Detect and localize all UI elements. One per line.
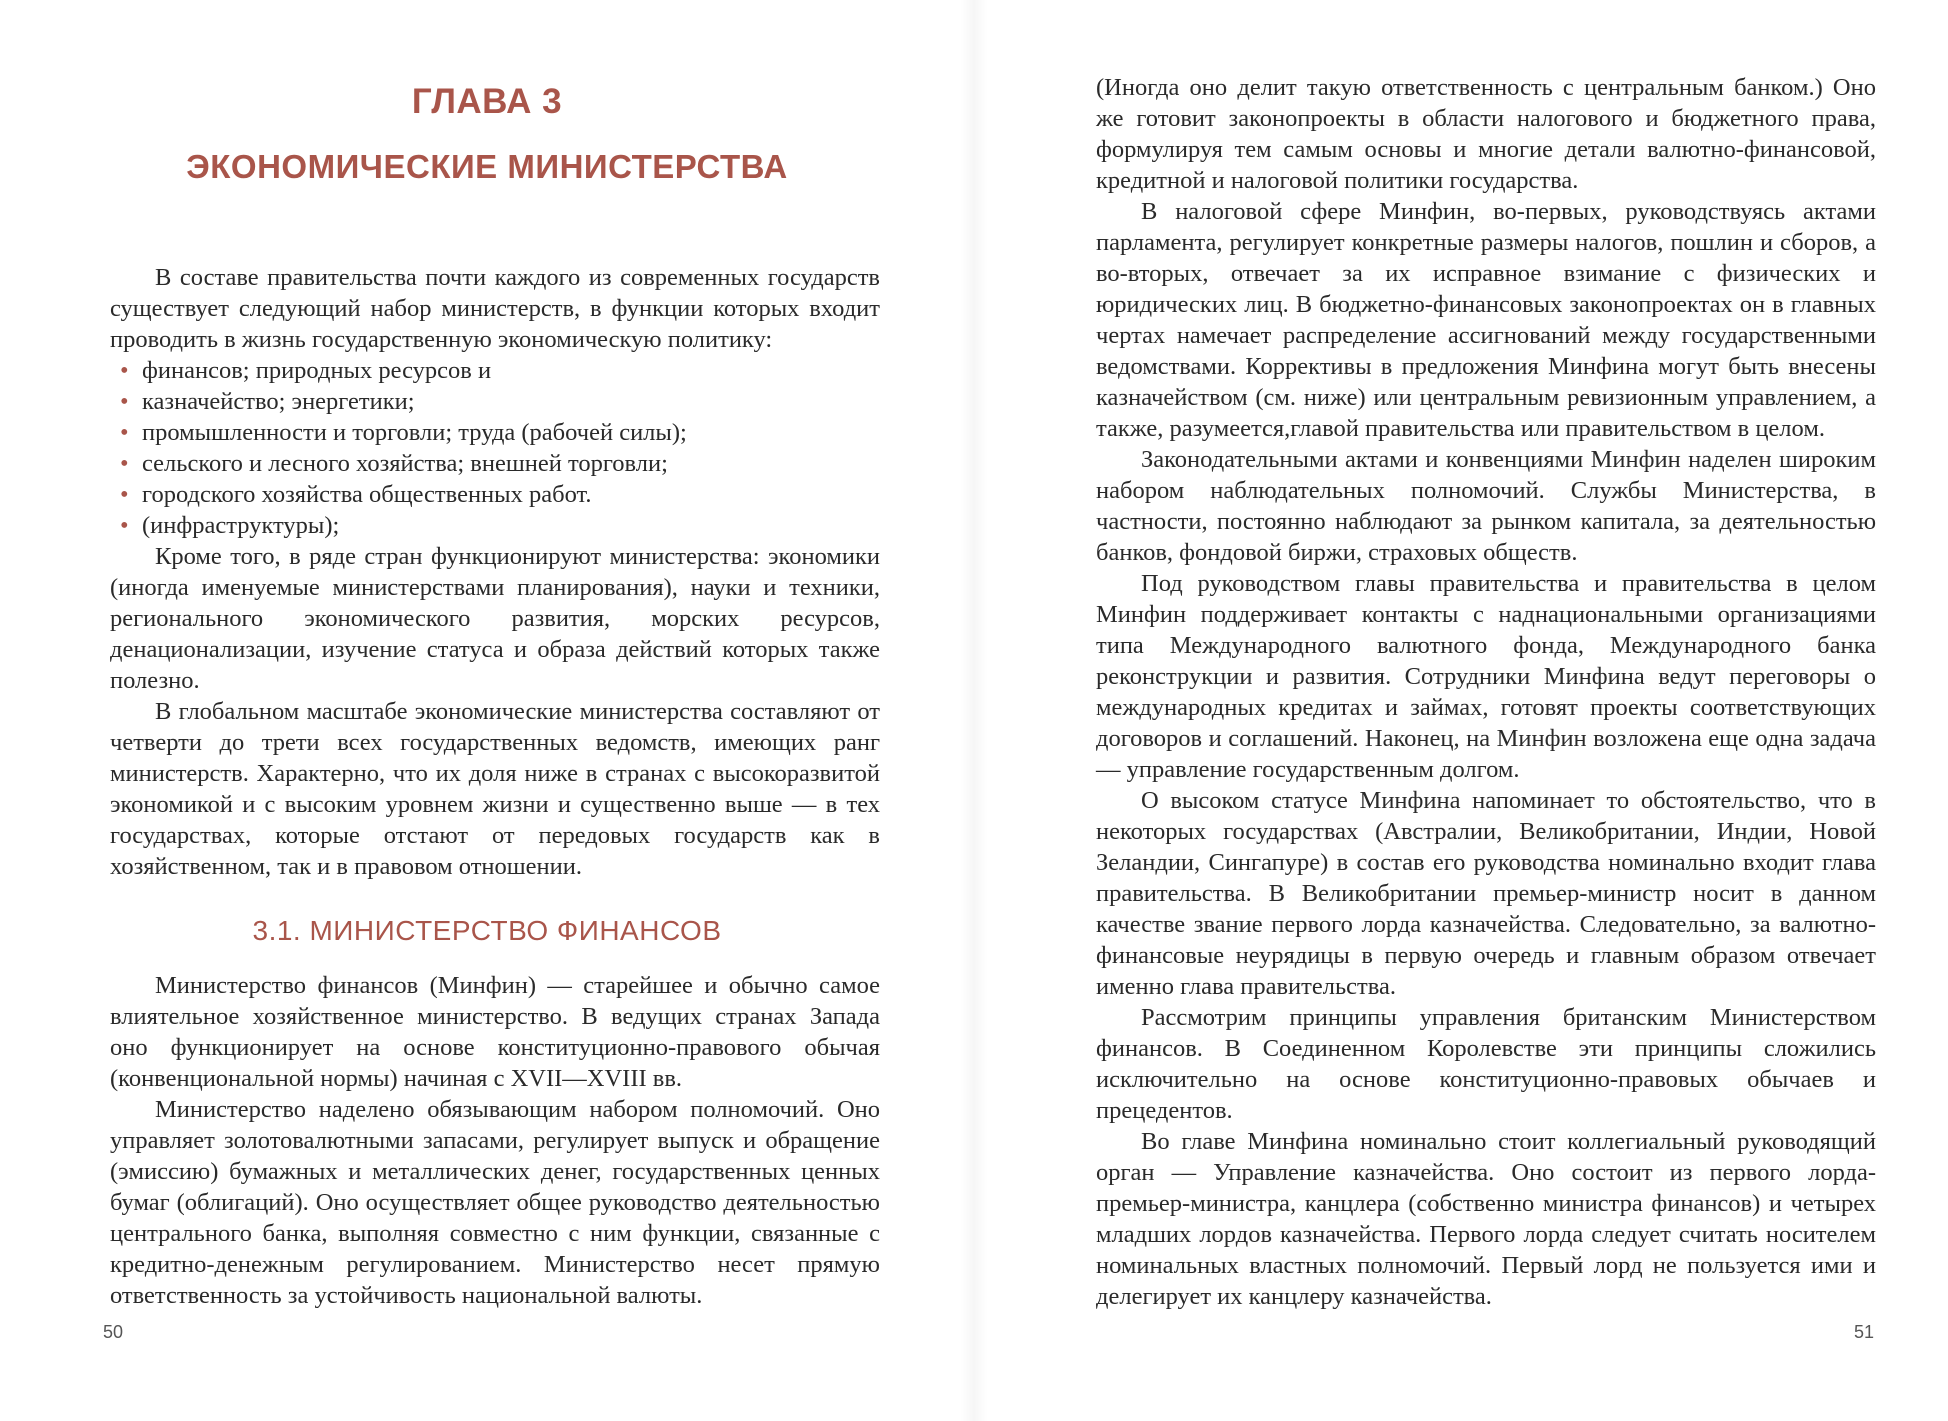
list-item: • казначейство; энергетики; (142, 386, 880, 417)
treasury-paragraph: Во главе Минфина номинально стоит коллегиальный руководящий орган — Управление казначейства. Оно состоит из первого лорда-премьер-министра, канцлера (собственно министра финансов) и четырех младших лордов казначейства. Первого лорда следует считать носителем номинальных властных полномочий. Первый лорд не пользуется ими и делегирует их канцлеру казначейства. (1096, 1128, 1876, 1310)
left-text-column (110, 262, 880, 882)
chapter-title: ЭКОНОМИЧЕСКИЕ МИНИСТЕРСТВА (186, 148, 788, 185)
legislative-paragraph: Законодательными актами и конвенциями Минфин наделен широким набором наблюдательных полномочий. Службы Министерства, в частности, постоянно наблюдают за рынком капитала, за деятельностью банков, фондовой биржи, страховых обществ. (1096, 446, 1876, 566)
intro-paragraph: В составе правительства почти каждого из современных государств существует следующий набор министерств, в функции которых входит проводить в жизнь государственную экономическую политику: (110, 264, 880, 353)
ministries-list (110, 355, 880, 541)
list-item: • (инфраструктуры); (142, 510, 880, 541)
list-item: • финансов; природных ресурсов и (142, 355, 880, 386)
other-ministries-paragraph: Кроме того, в ряде стран функционируют министерства: экономики (иногда именуемые министерствами планирования), науки и техники, регионального экономического развития, морских ресурсов, денационализации, изучение статуса и образа действий которых также полезно. (110, 543, 880, 694)
page-number-left: 50 (103, 1322, 124, 1342)
powers-paragraph: Министерство наделено обязывающим набором полномочий. Оно управляет золотовалютными запасами, регулирует выпуск и обращение (эмиссию) бумажных и металлических денег, государственных ценных бумаг (облигаций). Оно осуществляет общее руководство деятельностью центрального банка, выполняя совместно с ним функции, связанные с кредитно-денежным регулированием. Министерство несет прямую ответственность за устойчивость национальной валюты. (110, 1096, 880, 1309)
list-item: • промышленности и торговли; труда (рабочей силы); (142, 417, 880, 448)
british-paragraph: Рассмотрим принципы управления британским Министерством финансов. В Соединенном Королевстве эти принципы сложились исключительно на основе конституционно-правовых обычаев и прецедентов. (1096, 1004, 1876, 1124)
tax-paragraph: В налоговой сфере Минфин, во-первых, руководствуясь актами парламента, регулирует конкретные размеры налогов, пошлин и сборов, а во-вторых, отвечает за их исправное взимание с физических и юридических лиц. В бюджетно-финансовых законопроектах он в главных чертах намечает распределение ассигнований между государственными ведомствами. Коррективы в предложения Минфина могут быть внесены казначейством (см. ниже) или центральным ревизионным управлением, а также, разумеется,главой правительства или правительством в целом. (1096, 198, 1876, 442)
page-number-right: 51 (1854, 1322, 1875, 1342)
international-paragraph: Под руководством главы правительства и правительства в целом Минфин поддерживает контакты с наднациональными организациями типа Международного валютного фонда, Международного банка реконструкции и развития. Сотрудники Минфина ведут переговоры о международных кредитах и займах, готовят проекты соответствующих договоров и соглашений. Наконец, на Минфин возложена еще одна задача — управление государственным долгом. (1096, 570, 1876, 783)
section-title: 3.1. МИНИСТЕРСТВО ФИНАНСОВ (252, 915, 722, 946)
status-paragraph: О высоком статусе Минфина напоминает то обстоятельство, что в некоторых государствах (Австралии, Великобритании, Индии, Новой Зеландии, Сингапуре) в состав его руководства номинально входит глава правительства. В Великобритании премьер-министр носит в данном качестве звание первого лорда казначейства. Следовательно, за валютно-финансовые неурядицы в первую очередь и главным образом отвечает именно глава правительства. (1096, 787, 1876, 1000)
section-text (110, 970, 880, 1311)
list-item: • сельского и лесного хозяйства; внешней торговли; (142, 448, 880, 479)
right-text-column (1096, 72, 1876, 1312)
list-item: • городского хозяйства общественных работ. (142, 479, 880, 510)
global-scale-paragraph: В глобальном масштабе экономические министерства составляют от четверти до трети всех государственных ведомств, имеющих ранг министерств. Характерно, что их доля ниже в странах с высокоразвитой экономикой и с высоким уровнем жизни и существенно выше — в тех государствах, которые отстают от передовых государств как в хозяйственном, так и в правовом отношении. (110, 698, 880, 880)
right-page (974, 0, 1948, 1421)
minfin-paragraph: Министерство финансов (Минфин) — старейшее и обычно самое влиятельное хозяйственное министерство. В ведущих странах Запада оно функционирует на основе конституционно-правового обычая (конвенциональной нормы) начиная с XVII—XVIII вв. (110, 972, 880, 1092)
continued-paragraph: (Иногда оно делит такую ответственность с центральным банком.) Оно же готовит законопроекты в области налогового и бюджетного права, формулируя тем самым основы и многие детали валютно-финансовой, кредитной и налоговой политики государства. (1096, 74, 1876, 194)
chapter-number: ГЛАВА 3 (411, 82, 563, 121)
